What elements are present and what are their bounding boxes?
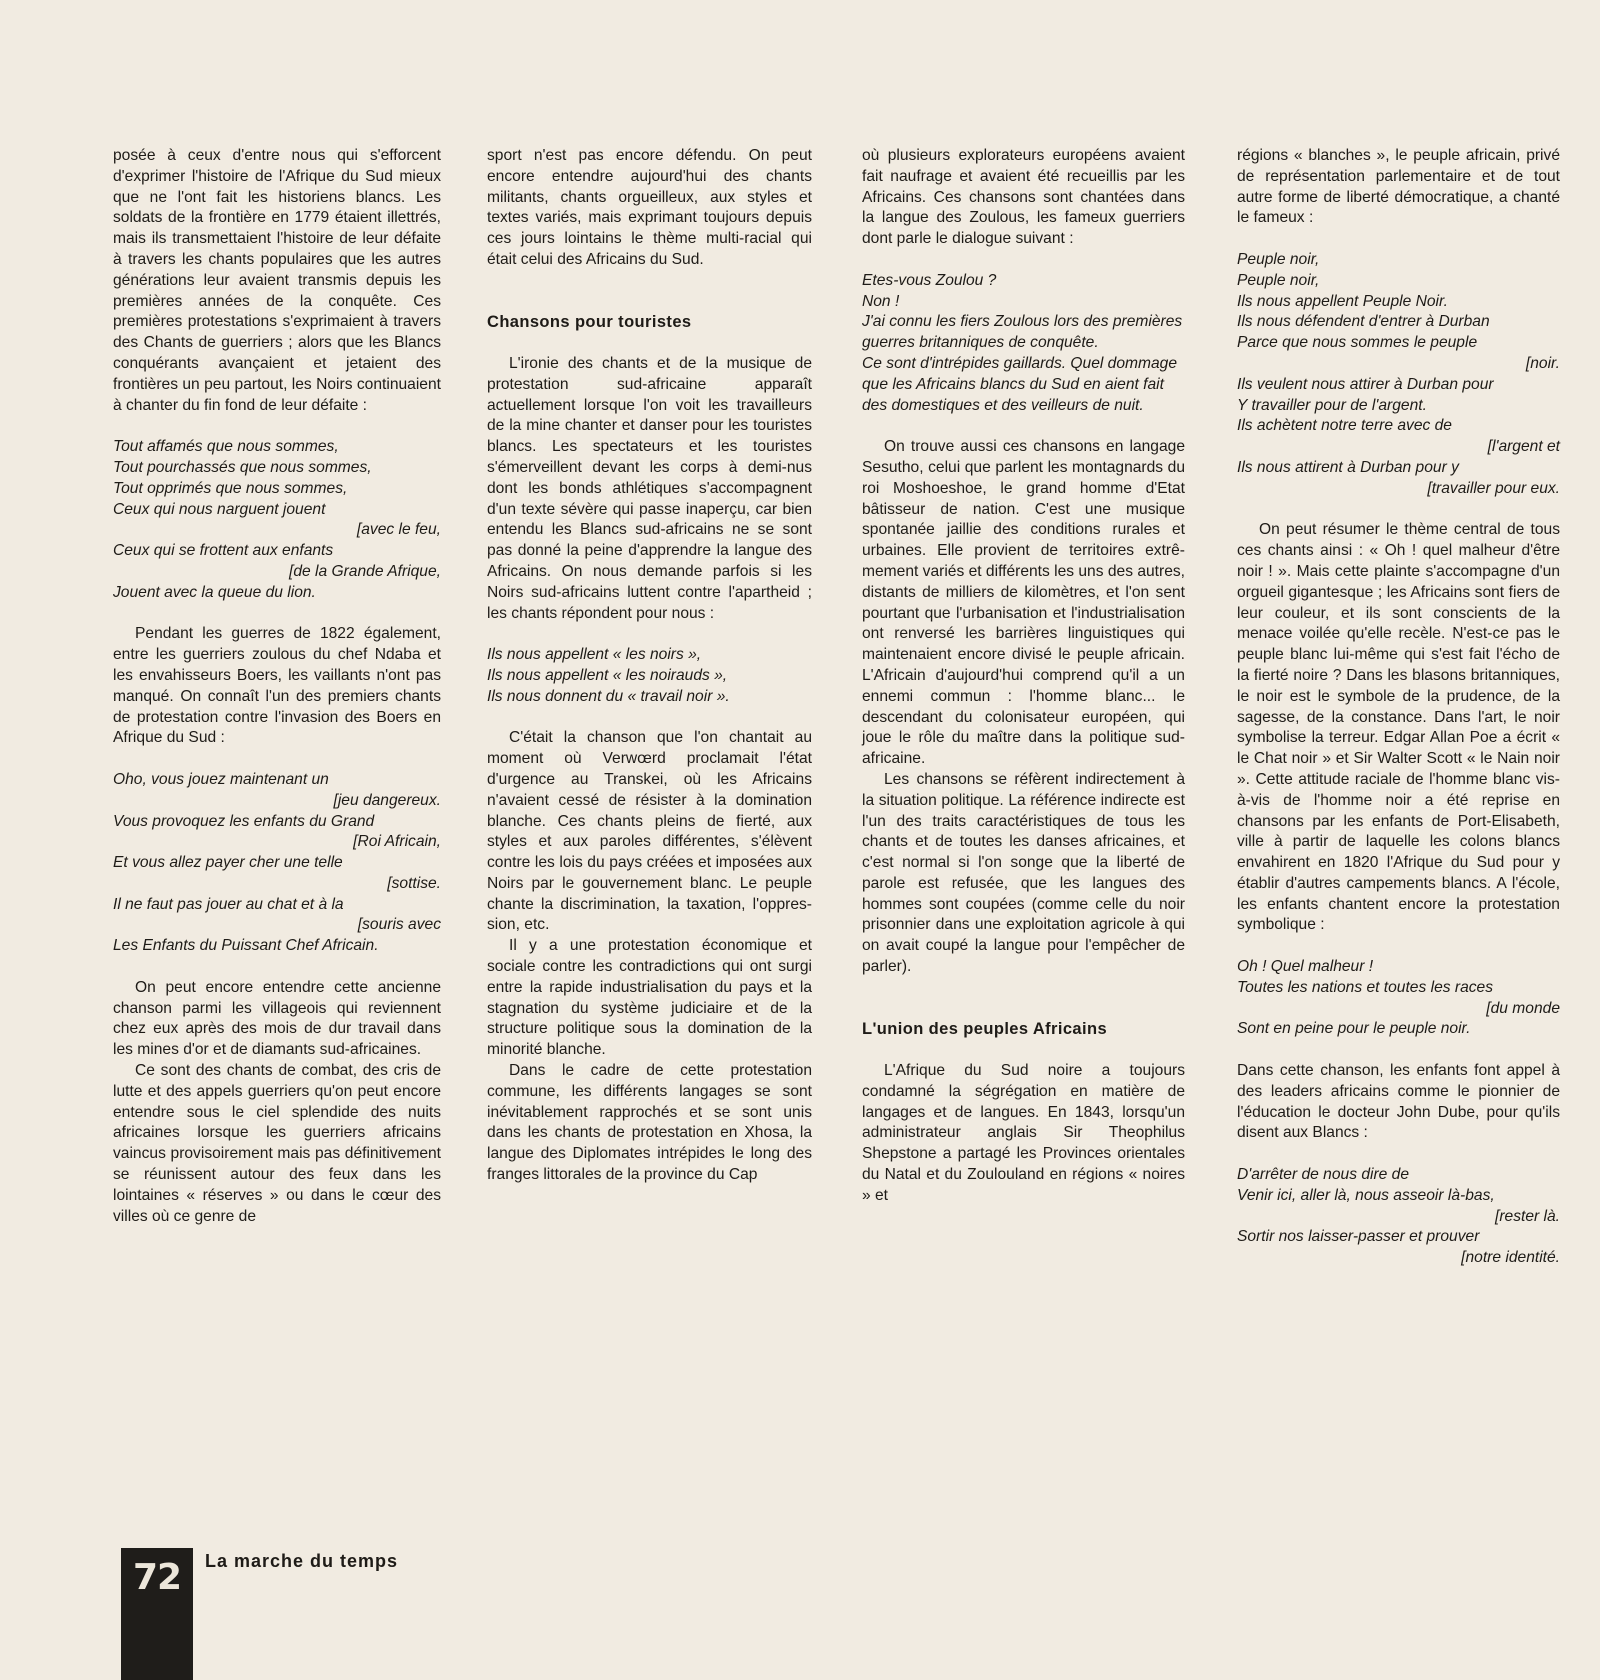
paragraph: On peut encore entendre cette ancienne chanson parmi les villageois qui reviennent chez eux après des mois de dur travail dans les mines d'or et de diamants sud-africaines.	[113, 978, 441, 1059]
poem-line-continuation: [souris avec	[357, 916, 441, 934]
poem-line: Venir ici, aller là, nous asseoir là-bas,	[1237, 1186, 1495, 1204]
paragraph: sport n'est pas encore défendu. On peut encore entendre aujourd'hui des chants militants, chants orgueilleux, aux styles et textes variés, mais exprimant toujours depuis ces jours lointains le thème multi-racial qui était celui des Africains du Sud.	[487, 147, 812, 268]
paragraph: L'Afrique du Sud noire a toujours condamné la ségrégation en matière de langages et de langues. En 1843, lorsqu'un administrateur anglais Sir Theophilus Shepstone a partagé les Provinces orientales du Natal et du Zoulouland en régions « noires » et	[862, 1062, 1185, 1204]
poem-line: Peuple noir,	[1237, 250, 1320, 268]
poem-line-continuation: [sottise.	[387, 874, 441, 892]
poem-line: Ils nous appellent Peuple Noir.	[1237, 292, 1448, 310]
poem-line: Y travailler pour de l'argent.	[1237, 396, 1427, 414]
paragraph: où plusieurs explorateurs européens avaient fait naufrage et avaient été recueillis par les Africains. Ces chansons sont chantées dans la langue des Zoulous, les fameux guerriers dont parle le dialogue suivant :	[862, 147, 1185, 248]
page-number: 72	[132, 1557, 182, 1598]
paragraph: On trouve aussi ces chansons en langage Sesutho, celui que parlent les montagnards du roi Moshoeshoe, le grand homme d'Etat bâtisseur de nation. C'est une musique spontanée jaillie des conditions rurales et urbaines. Elle provient de territoires extrêmement variés et différents les uns des autres, distants de milliers de kilomètres, et l'on sent pourtant que l'urbanisation et l'industrialisation ont renversé les barrières linguistiques qui maintenaient encore divisé le peuple africain. L'Africain d'aujourd'hui comprend qu'il a un ennemi commun : l'homme blanc... le descendant du colonisateur européen, qui joue le rôle du maître dans la politique sud-africaine.	[862, 438, 1186, 768]
poem-line-continuation: [Roi Africain,	[353, 833, 441, 851]
poem-line: Sont en peine pour le peuple noir.	[1237, 1020, 1471, 1038]
poem-line: Tout affamés que nous sommes,	[113, 438, 339, 456]
poem-line-continuation: [l'argent et	[1487, 438, 1560, 456]
poem-line: Ils nous appellent « les noirs »,	[487, 646, 702, 664]
poem-line: Oho, vous jouez maintenant un	[113, 770, 329, 788]
poem-line: Ils nous appellent « les noirauds »,	[487, 666, 728, 684]
poem-line: Sortir nos laisser-passer et prouver	[1237, 1228, 1480, 1246]
poem-line-continuation: [du monde	[1486, 999, 1560, 1017]
poem-line: Ils achètent notre terre avec de	[1237, 417, 1452, 435]
poem-line-continuation: [rester là.	[1495, 1207, 1560, 1225]
paragraph: On peut résumer le thème central de tous ces chants ainsi : « Oh ! quel malheur d'être noir ! ». Mais cette plainte s'accompagne d'un orgueil gigantesque ; les Africains sont fiers de leur couleur, et ils sont conscients de la menace voilée qu'elle recèle. N'est-ce pas le peuple blanc lui-même qui s'est fait l'écho de la fierté noire ? Dans les blasons britanniques, le noir est le symbole de la prudence, de la sagesse, de la constance. Dans l'art, le noir symbolise la terreur. Edgar Allan Poe a écrit « le Chat noir » et Sir Walter Scott « le Nain noir ». Cette attitude raciale de l'homme blanc vis-à-vis de l'homme noir a été reprise en chansons par les enfants de Port-Elisabeth, ville à partir de laquelle les colons blancs envahirent en 1820 l'Afrique du Sud pour y établir d'autres campements blancs. A l'école, les enfants chantent encore la protestation symbolique :	[1237, 521, 1560, 934]
poem-line-continuation: [notre identité.	[1461, 1249, 1560, 1267]
column-3	[862, 146, 1185, 1207]
paragraph: Dans cette chanson, les enfants font appel à des leaders africains comme le pionnier de l'éducation le docteur John Dube, pour qu'ils disent aux Blancs :	[1237, 1062, 1560, 1142]
paragraph: Dans le cadre de cette protestation commune, les différents langages se sont inévitablement rapprochés et se sont unis dans les chants de protestation en Xhosa, la langue des Diplomates intrépides le long des franges littorales de la province du Cap	[487, 1062, 812, 1184]
column-4	[1237, 146, 1560, 1269]
paragraph: posée à ceux d'entre nous qui s'efforcent d'exprimer l'histoire de l'Afrique du Sud mieux que ne l'ont fait les historiens blancs. Les soldats de la frontière en 1779 étaient illettrés, mais ils transmettaient l'histoire de leur défaite à travers les chants populaires que les autres générations leur avaient transmis depuis les premières années de la conquête. Ces premières protestations s'exprimaient à travers des Chants de guerriers ; alors que les Blancs conquérants avançaient et jetaient des frontières un peu partout, les Noirs continuaient à chanter du fin fond de leur défaite :	[113, 147, 441, 414]
dialogue-zoulou	[862, 271, 1185, 417]
poem-line: Vous provoquez les enfants du Grand	[113, 812, 375, 830]
paragraph: Ce sont des chants de combat, des cris de lutte et des appels guerriers qu'on peut encore entendre sous le ciel splendide des nuits africaines lorsque les guerriers africains vaincus provisoirement mais pas définitivement se réunissent autour des feux dans les lointaines « réserves » ou dans le cœur des villes où ce genre de	[113, 1062, 441, 1225]
dialogue-line: Ce sont d'intrépides gaillards. Quel dommage que les Africains blancs du Sud en aient fait des domestiques et des veilleurs de nuit.	[862, 354, 1178, 414]
poem-line: Ils nous attirent à Durban pour y	[1237, 458, 1459, 476]
paragraph: Pendant les guerres de 1822 également, entre les guerriers zoulous du chef Ndaba et les envahisseurs Boers, les vaillants n'ont pas manqué. On connaît l'un des premiers chants de protestation contre l'invasion des Boers en Afrique du Sud :	[113, 625, 441, 747]
paragraph: Les chansons se réfèrent indirectement à la situation politique. La référence indirecte est l'un des traits caractéristiques de tous les chants et de toutes les danses africaines, et c'est normal si l'on songe que la liberté de parole est refusée, que les langues des hommes sont coupées (comme celle du noir prisonnier dans une exploitation agricole à qui on avait coupé la langue pour l'empêcher de parler).	[862, 770, 1185, 976]
section-heading: L'union des peuples Africains	[862, 1020, 1108, 1039]
poem-line-continuation: [noir.	[1525, 354, 1560, 372]
poem-warriors	[113, 437, 441, 603]
poem-boers	[113, 770, 441, 957]
dialogue-line: Etes-vous Zoulou ?	[862, 271, 997, 289]
poem-line: Et vous allez payer cher une telle	[113, 854, 343, 872]
poem-malheur	[1237, 957, 1560, 1040]
paragraph: régions « blanches », le peuple africain, privé de représentation parlementaire et de tout autre forme de liberté démocratique, a chanté le fameux :	[1237, 147, 1560, 227]
paragraph: L'ironie des chants et de la musique de protestation sud-africaine apparaît actuellement lorsque l'on voit les travailleurs de la mine chanter et danser pour les touristes blancs. Les spectateurs et les touristes s'émerveillent devant les corps à demi-nus dont les bonds athlétiques s'accompagnent d'un texte sévère qui passe inaperçu, car bien entendu les Blancs sud-africains ne se sont pas donné la peine d'apprendre la langue des Africains. On nous demande parfois si les Noirs sud-africains luttent contre l'apartheid ; les chants répondent pour nous :	[487, 354, 812, 622]
poem-line: Il ne faut pas jouer au chat et à la	[113, 895, 344, 913]
paragraph: Il y a une protestation économique et sociale contre les contradictions qui ont surgi entre la rapide industrialisation du pays et la stagnation du système judiciaire et de la structure politique sous la domination de la minorité blanche.	[487, 937, 812, 1059]
poem-line-continuation: [jeu dangereux.	[333, 791, 441, 809]
dialogue-line: Non !	[862, 292, 900, 310]
poem-line: Ils nous donnent du « travail noir ».	[487, 687, 730, 705]
poem-noirs	[487, 645, 812, 707]
poem-line: Ceux qui se frottent aux enfants	[113, 542, 334, 560]
poem-identite	[1237, 1165, 1560, 1269]
poem-peuple-noir	[1237, 250, 1560, 500]
poem-line-continuation: [avec le feu,	[356, 521, 441, 539]
column-1	[113, 146, 441, 1227]
poem-line: Ceux qui nous narguent jouent	[113, 500, 326, 518]
poem-line: Les Enfants du Puissant Chef Africain.	[113, 937, 379, 955]
poem-line: Toutes les nations et toutes les races	[1237, 978, 1494, 996]
poem-line: D'arrêter de nous dire de	[1237, 1166, 1410, 1184]
poem-line: Tout opprimés que nous sommes,	[113, 479, 348, 497]
poem-line: Ils veulent nous attirer à Durban pour	[1237, 375, 1494, 393]
poem-line: Peuple noir,	[1237, 271, 1320, 289]
poem-line-continuation: [travailler pour eux.	[1427, 479, 1560, 497]
column-2	[487, 146, 812, 1186]
poem-line-continuation: [de la Grande Afrique,	[289, 562, 441, 580]
poem-line: Tout pourchassés que nous sommes,	[113, 458, 372, 476]
poem-line: Ils nous défendent d'entrer à Durban	[1237, 313, 1490, 331]
dialogue-line: J'ai connu les fiers Zoulous lors des premières guerres britanniques de conquête.	[862, 313, 1183, 352]
poem-line: Oh ! Quel malheur !	[1237, 958, 1374, 976]
running-footer-title: La marche du temps	[205, 1551, 399, 1571]
paragraph: C'était la chanson que l'on chantait au moment où Verwœrd proclamait l'état d'urgence au Transkei, où les Africains n'avaient cessé de résister à la domination blanche. Ces chants pleins de fierté, aux styles et aux paroles différentes, s'élèvent contre les lois du pays créées et imposées aux Noirs par le gouvernement blanc. Le peuple chante la discrimination, la taxation, l'oppression, etc.	[487, 729, 812, 934]
poem-line: Parce que nous sommes le peuple	[1237, 334, 1478, 352]
poem-line: Jouent avec la queue du lion.	[113, 583, 316, 601]
section-heading: Chansons pour touristes	[487, 313, 692, 332]
